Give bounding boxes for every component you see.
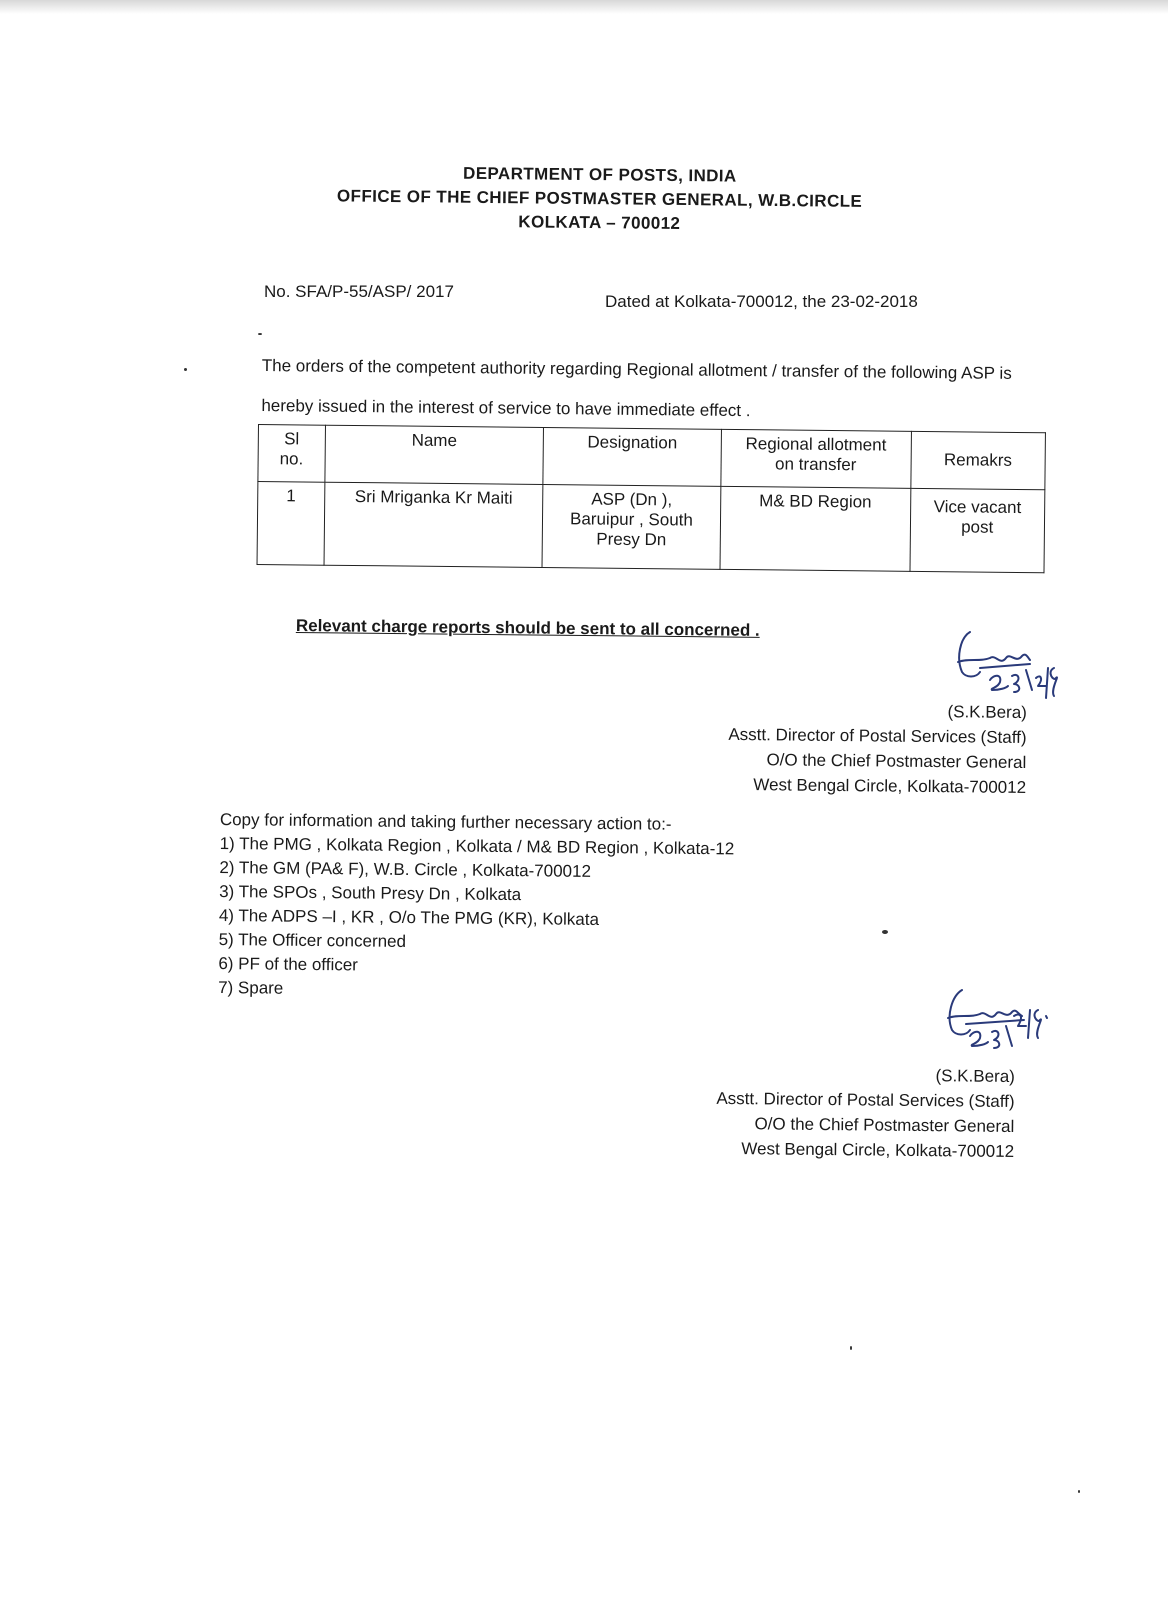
- list-item: 2) The GM (PA& F), W.B. Circle , Kolkata-700012: [219, 857, 592, 881]
- table-header-row: [258, 425, 1046, 490]
- designation-line1: ASP (Dn ),: [591, 489, 673, 510]
- signatory-block-1: [626, 696, 1027, 800]
- copy-to-list: [218, 808, 735, 1005]
- signatory-1-name: (S.K.Bera): [947, 702, 1027, 722]
- signatory-2-name: (S.K.Bera): [935, 1066, 1015, 1086]
- signatory-1-circle: West Bengal Circle, Kolkata-700012: [753, 775, 1027, 797]
- cell-allotment: M& BD Region: [720, 486, 911, 571]
- list-item: 3) The SPOs , South Presy Dn , Kolkata: [219, 881, 522, 905]
- letterhead: [299, 160, 900, 238]
- header-remarks: [910, 431, 1045, 489]
- header-remarks-text: Remakrs: [943, 450, 1013, 470]
- remarks-line1: Vice vacant: [933, 497, 1022, 517]
- letterhead-office: OFFICE OF THE CHIEF POSTMASTER GENERAL, W.B.CIRCLE: [336, 186, 863, 211]
- transfer-table: [257, 424, 1046, 573]
- list-item: 6) PF of the officer: [218, 953, 358, 975]
- remarks-line2: post: [961, 517, 994, 537]
- signatory-block-2: [614, 1060, 1015, 1164]
- header-allotment-line2: on transfer: [775, 454, 857, 475]
- list-item: 1) The PMG , Kolkata Region , Kolkata / M& BD Region , Kolkata-12: [219, 833, 735, 859]
- scan-speck: [258, 333, 262, 335]
- scan-speck: [882, 930, 888, 934]
- letterhead-department: DEPARTMENT OF POSTS, INDIA: [462, 163, 737, 186]
- copy-heading: Copy for information and taking further necessary action to:-: [219, 809, 672, 834]
- scan-speck: [850, 1346, 852, 1350]
- list-item: 7) Spare: [218, 977, 284, 998]
- scan-speck: [184, 368, 187, 371]
- cell-remarks: [910, 488, 1045, 572]
- charge-report-notice: Relevant charge reports should be sent to all concerned .: [295, 616, 760, 640]
- designation-line2: Baruipur , South: [569, 509, 694, 530]
- header-sl-line2: no.: [279, 449, 304, 469]
- designation-line3: Presy Dn: [596, 529, 667, 550]
- date-line: Dated at Kolkata-700012, the 23-02-2018: [605, 292, 918, 311]
- table-row: [257, 482, 1045, 573]
- cell-sl: 1: [257, 482, 325, 566]
- signatory-2-title: Asstt. Director of Postal Services (Staff): [716, 1088, 1015, 1111]
- signature-1: [950, 628, 1060, 700]
- signatory-1-office: O/O the Chief Postmaster General: [766, 750, 1027, 772]
- header-sl-line1: Sl: [284, 429, 300, 449]
- header-allotment: [721, 429, 911, 488]
- header-allotment-line1: Regional allotment: [745, 434, 887, 455]
- cell-name: Sri Mriganka Kr Maiti: [324, 482, 543, 567]
- intro-paragraph: The orders of the competent authority regarding Regional allotment / transfer of the following ASP is hereby issued in the interest of service to have immediate effect .: [261, 355, 1012, 421]
- list-item: 5) The Officer concerned: [218, 929, 407, 951]
- header-designation: Designation: [543, 427, 721, 486]
- cell-designation: [542, 484, 720, 569]
- header-sl: [258, 425, 325, 483]
- list-item: 4) The ADPS –I , KR , O/o The PMG (KR), Kolkata: [218, 905, 600, 929]
- scan-speck: [1078, 1490, 1080, 1493]
- signature-2: [940, 986, 1050, 1058]
- scan-edge: [0, 0, 1168, 14]
- signatory-1-title: Asstt. Director of Postal Services (Staff): [728, 724, 1027, 747]
- reference-number: No. SFA/P-55/ASP/ 2017: [264, 282, 454, 301]
- signatory-2-circle: West Bengal Circle, Kolkata-700012: [741, 1139, 1015, 1161]
- header-name: Name: [325, 425, 544, 484]
- signatory-2-office: O/O the Chief Postmaster General: [754, 1114, 1015, 1136]
- letterhead-city: KOLKATA – 700012: [518, 212, 681, 233]
